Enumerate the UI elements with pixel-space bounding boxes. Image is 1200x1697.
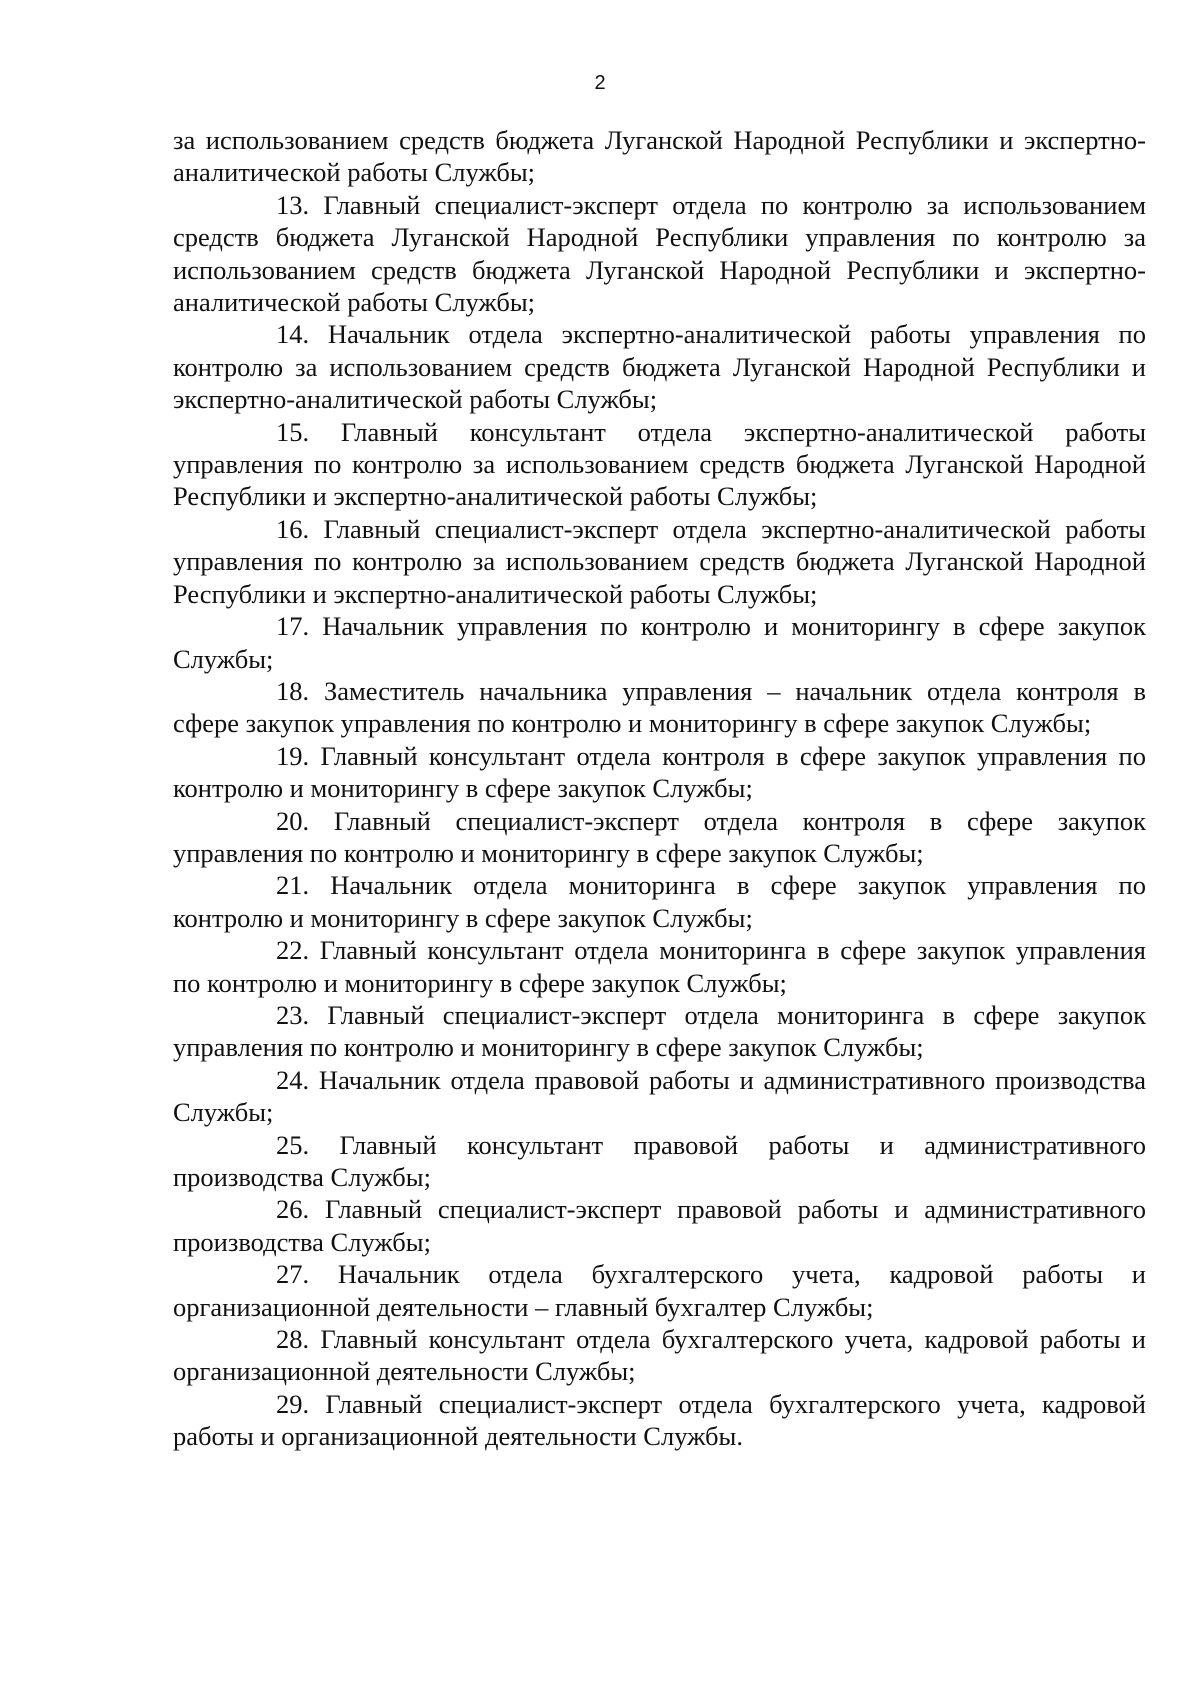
- list-item: 20. Главный специалист-эксперт отдела контроля в сфере закупок управления по контролю и мониторингу в сфере закупок Службы;: [173, 805, 1146, 868]
- list-item: 17. Начальник управления по контролю и мониторингу в сфере закупок Службы;: [173, 611, 1146, 674]
- list-item: 16. Главный специалист-эксперт отдела экспертно-аналитической работы управления по контролю за использованием средств бюджета Луганской Народной Республики и экспертно-аналитической работы Службы;: [173, 513, 1146, 609]
- list-item: 24. Начальник отдела правовой работы и административного производства Службы;: [173, 1064, 1146, 1128]
- list-item: 25. Главный консультант правовой работы и административного производства Службы;: [173, 1129, 1146, 1192]
- list-item: 22. Главный консультант отдела мониторинга в сфере закупок управления по контролю и мониторингу в сфере закупок Службы;: [173, 935, 1146, 998]
- list-item: 15. Главный консультант отдела экспертно-аналитической работы управления по контролю за использованием средств бюджета Луганской Народной Республики и экспертно-аналитической работы Службы;: [173, 416, 1146, 512]
- paragraph-continuation: за использованием средств бюджета Луганской Народной Республики и экспертно-аналитической работы Службы;: [173, 125, 1146, 188]
- list-item: 19. Главный консультант отдела контроля в сфере закупок управления по контролю и мониторингу в сфере закупок Службы;: [173, 740, 1146, 804]
- document-body: [173, 124, 1146, 1453]
- page-number: 2: [594, 72, 606, 94]
- list-item: 23. Главный специалист-эксперт отдела мониторинга в сфере закупок управления по контролю и мониторингу в сфере закупок Службы;: [173, 999, 1146, 1063]
- list-item: 26. Главный специалист-эксперт правовой работы и административного производства Службы;: [173, 1194, 1146, 1257]
- list-item: 14. Начальник отдела экспертно-аналитической работы управления по контролю за использованием средств бюджета Луганской Народной Республики и экспертно-аналитической работы Службы;: [173, 319, 1146, 415]
- list-item: 21. Начальник отдела мониторинга в сфере закупок управления по контролю и мониторингу в сфере закупок Службы;: [173, 870, 1146, 933]
- list-item: 13. Главный специалист-эксперт отдела по контролю за использованием средств бюджета Луганской Народной Республики управления по контролю за использованием средств бюджета Луганской Народной Республики и экспертно-аналитической работы Службы;: [173, 189, 1146, 318]
- list-item: 27. Начальник отдела бухгалтерского учета, кадровой работы и организационной деятельности – главный бухгалтер Службы;: [173, 1259, 1146, 1322]
- list-item: 28. Главный консультант отдела бухгалтерского учета, кадровой работы и организационной деятельности Службы;: [173, 1324, 1146, 1387]
- list-item: 29. Главный специалист-эксперт отдела бухгалтерского учета, кадровой работы и организационной деятельности Службы.: [173, 1388, 1146, 1452]
- list-item: 18. Заместитель начальника управления – начальник отдела контроля в сфере закупок управления по контролю и мониторингу в сфере закупок Службы;: [173, 675, 1146, 739]
